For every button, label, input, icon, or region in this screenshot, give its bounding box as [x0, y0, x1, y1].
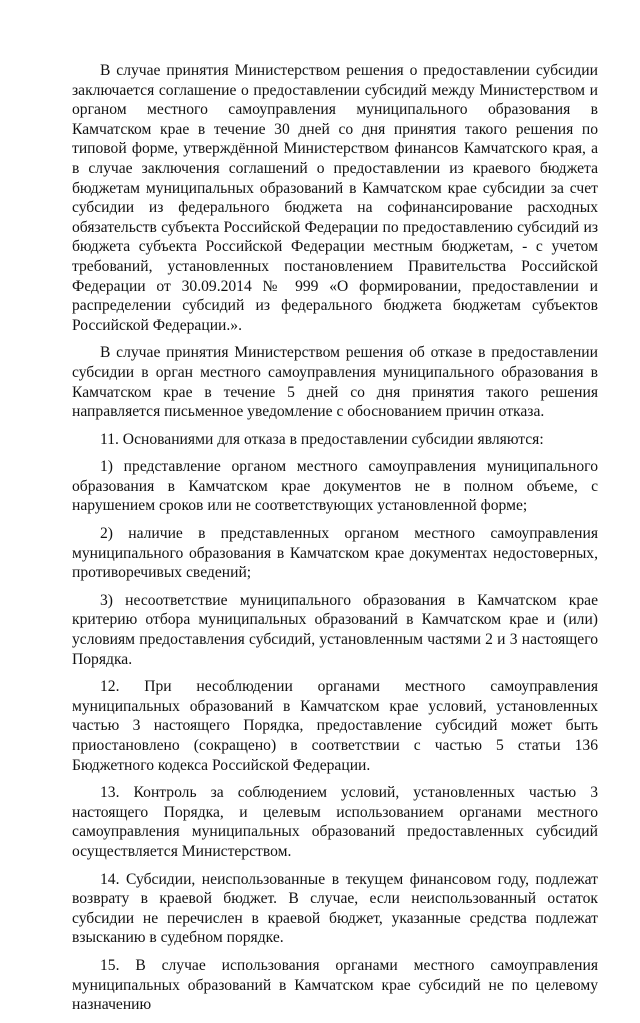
paragraph-item-11-3: 3) несоответствие муниципального образования в Камчатском крае критерию отбора муниципальных образований в Камчатском крае и (или) условиям предоставления субсидий, установленным частями 2 и 3 настоящего Порядка. [72, 591, 598, 668]
paragraph-item-13: 13. Контроль за соблюдением условий, установленных частью 3 настоящего Порядка, и целевым использованием органами местного самоуправления муниципальных образований предоставленных субсидий осуществляется Министерством. [72, 784, 598, 860]
paragraph-item-11-2: 2) наличие в представленных органом местного самоуправления муниципального образования в Камчатском крае документах недостоверных, противоречивых сведений; [72, 525, 598, 582]
document-body [72, 61, 598, 1023]
paragraph-item-14: 14. Субсидии, неиспользованные в текущем финансовом году, подлежат возврату в краевой бюджет. В случае, если неиспользованный остаток субсидии не перечислен в краевой бюджет, указанные средства подлежат взысканию в судебном порядке. [72, 870, 598, 947]
paragraph-item-11: 11. Основаниями для отказа в предоставлении субсидии являются: [100, 430, 544, 448]
paragraph-item-11-1: 1) представление органом местного самоуправления муниципального образования в Камчатском крае документов не в полном объеме, с нарушением сроков или не соответствующих установленной форме; [72, 458, 598, 515]
paragraph-item-12: 12. При несоблюдении органами местного самоуправления муниципальных образований в Камчатском крае условий, установленных частью 3 настоящего Порядка, предоставление субсидий может быть приостановлено (сокращено) в соответствии с частью 5 статьи 136 Бюджетного кодекса Российской Федерации. [72, 678, 598, 774]
paragraph-agreement: В случае принятия Министерством решения о предоставлении субсидии заключается соглашение о предоставлении субсидий между Министерством и органом местного самоуправления муниципального образования в Камчатском крае в течение 30 дней со дня принятия такого решения по типовой форме, утверждённой Министерством финансов Камчатского края, а в случае заключения соглашений о предоставлении из краевого бюджета бюджетам муниципальных образований в Камчатском крае субсидии за счет субсидии из федерального бюджета на софинансирование расходных обязательств субъекта Российской Федерации по предоставлению субсидий из бюджета субъекта Российской Федерации местным бюджетам, - с учетом требований, установленных постановлением Правительства Российской Федерации от 30.09.2014 № 999 «О формировании, предоставлении и распределении субсидий из федерального бюджета бюджетам субъектов Российской Федерации.». [72, 62, 598, 334]
paragraph-refusal-notice: В случае принятия Министерством решения об отказе в предоставлении субсидии в орган местного самоуправления муниципального образования в Камчатском крае в течение 5 дней со дня принятия такого решения направляется письменное уведомление с обоснованием причин отказа. [72, 344, 598, 421]
paragraph-item-15: 15. В случае использования органами местного самоуправления муниципальных образований в Камчатском крае субсидий не по целевому назначению [72, 956, 598, 1014]
